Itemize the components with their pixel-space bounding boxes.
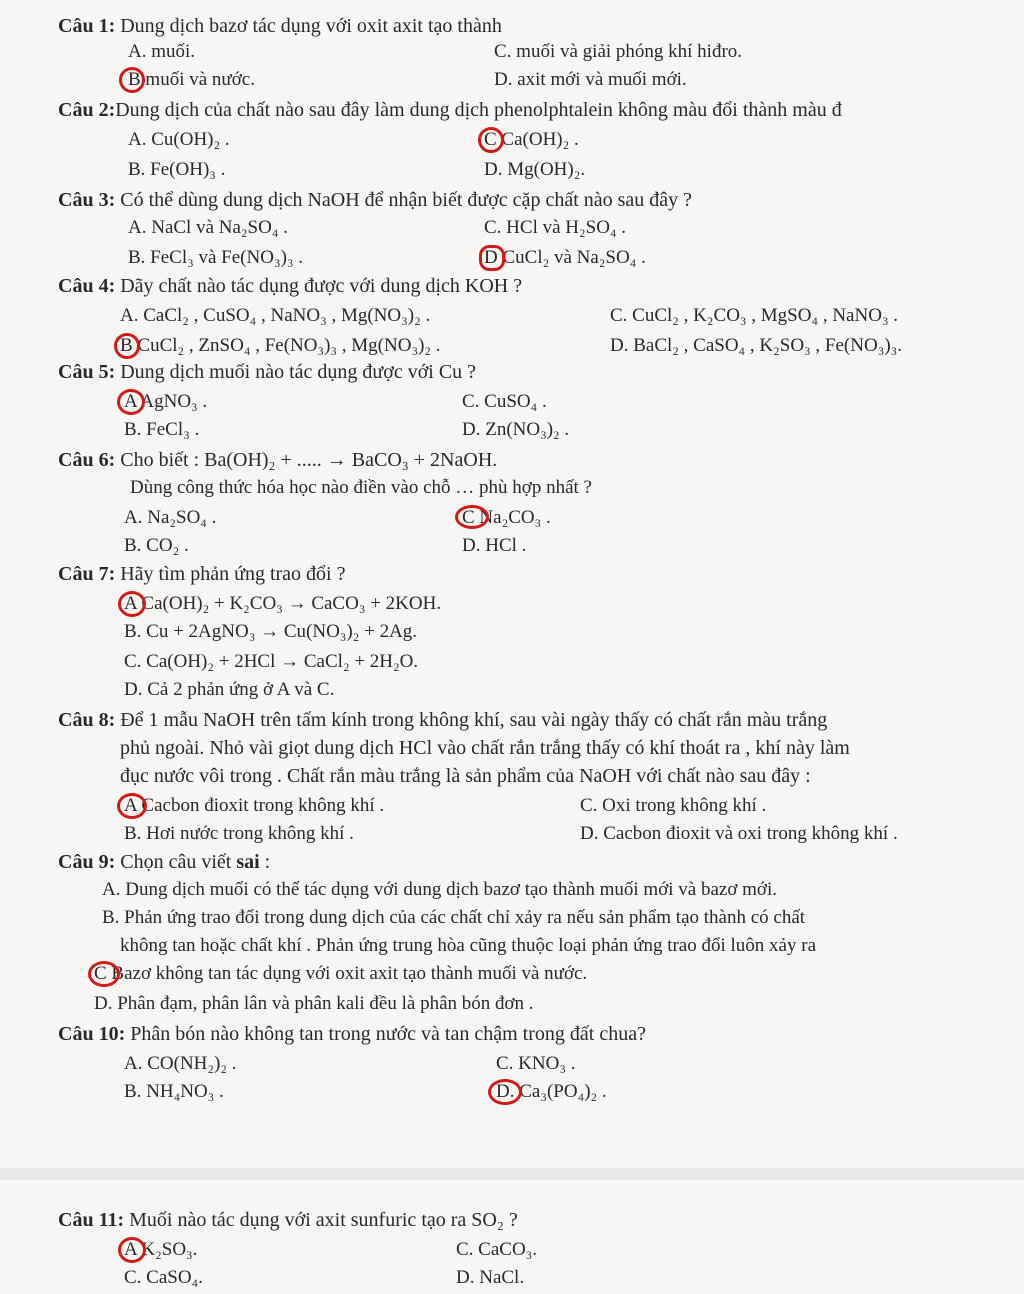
question-label: Câu 11:: [58, 1209, 125, 1231]
question-8: [58, 708, 827, 732]
q7-option-b[interactable]: B. Cu + 2AgNO₃ → Cu(NO₃)₂ + 2Ag.: [124, 621, 418, 642]
answer-mark-circle: [117, 793, 147, 819]
question-label: Câu 10:: [58, 1023, 126, 1045]
question-8-line-2: phủ ngoài. Nhỏ vài giọt dung dịch HCl vào chất rắn trắng thấy có khí thoát ra , khí này làm: [120, 737, 850, 759]
q6-option-d[interactable]: D. HCl .: [462, 535, 527, 556]
answer-mark-circle: [114, 333, 140, 359]
question-text: Cho biết : Ba(OH)₂ + ..... → BaCO₃ + 2NaOH.: [115, 449, 498, 471]
question-label: Câu 7:: [58, 563, 116, 585]
answer-mark-circle: [117, 389, 145, 415]
q4-option-d[interactable]: D. BaCl₂ , CaSO₄ , K₂SO₃ , Fe(NO₃)₃.: [610, 335, 903, 356]
question-text: Phân bón nào không tan trong nước và tan chậm trong đất chua?: [125, 1023, 646, 1045]
q6-option-c[interactable]: C Na₂CO₃ .: [462, 507, 551, 528]
q5-option-b[interactable]: B. FeCl₃ .: [124, 419, 200, 440]
question-label: Câu 4:: [58, 275, 116, 297]
question-11: [58, 1208, 518, 1232]
q11-option-a[interactable]: A K₂SO₃.: [124, 1239, 198, 1260]
worksheet-page-2: [0, 1180, 1024, 1294]
q9-option-c[interactable]: C Bazơ không tan tác dụng với oxit axit tạo thành muối và nước.: [94, 963, 588, 984]
answer-mark-circle: [479, 245, 505, 271]
q6-option-b[interactable]: B. CO₂ .: [124, 535, 189, 556]
question-label: Câu 1:: [58, 15, 116, 37]
question-text: Muối nào tác dụng với axit sunfuric tạo ra SO₂ ?: [124, 1209, 518, 1231]
question-4: [58, 274, 522, 298]
q8-option-d[interactable]: D. Cacbon đioxit và oxi trong không khí .: [580, 823, 898, 844]
q3-option-a[interactable]: A. NaCl và Na₂SO₄ .: [128, 217, 288, 238]
answer-mark-circle: [88, 961, 120, 987]
q1-option-d[interactable]: D. axit mới và muối mới.: [494, 69, 687, 90]
question-9: [58, 850, 270, 874]
q2-option-d[interactable]: D. Mg(OH)₂.: [484, 159, 586, 180]
q6-instruction: Dùng công thức hóa học nào điền vào chỗ … phù hợp nhất ?: [130, 477, 592, 498]
q1-option-b[interactable]: B muối và nước.: [128, 69, 255, 90]
q8-option-a[interactable]: A Cacbon đioxit trong không khí .: [124, 795, 385, 816]
q1-option-a[interactable]: A. muối.: [128, 41, 196, 62]
q7-option-d[interactable]: D. Cả 2 phản ứng ở A và C.: [124, 679, 335, 700]
question-text: Để 1 mẫu NaOH trên tấm kính trong không khí, sau vài ngày thấy có chất rắn màu trắng: [115, 709, 828, 731]
q9-option-a[interactable]: A. Dung dịch muối có thể tác dụng với dung dịch bazơ tạo thành muối mới và bazơ mới.: [102, 879, 777, 900]
q2-option-b[interactable]: B. Fe(OH)₃ .: [128, 159, 226, 180]
answer-mark-circle: [478, 127, 504, 153]
question-text: Dung dịch bazơ tác dụng với oxit axit tạo thành: [115, 15, 502, 37]
q11-option-b[interactable]: C. CaSO₄.: [124, 1267, 203, 1288]
q5-option-d[interactable]: D. Zn(NO₃)₂ .: [462, 419, 570, 440]
q1-option-c[interactable]: C. muối và giải phóng khí hiđro.: [494, 41, 743, 62]
question-text: Hãy tìm phản ứng trao đổi ?: [115, 563, 346, 585]
answer-mark-circle: [118, 591, 146, 617]
q9-option-b[interactable]: B. Phản ứng trao đổi trong dung dịch của các chất chỉ xảy ra nếu sản phẩm tạo thành có chất: [102, 907, 806, 928]
question-label: Câu 3:: [58, 189, 116, 211]
q8-option-b[interactable]: B. Hơi nước trong không khí .: [124, 823, 354, 844]
q4-option-a[interactable]: A. CaCl₂ , CuSO₄ , NaNO₃ , Mg(NO₃)₂ .: [120, 305, 431, 326]
question-10: [58, 1022, 646, 1046]
question-text: Có thể dùng dung dịch NaOH để nhận biết được cặp chất nào sau đây ?: [115, 189, 693, 211]
question-text: Chọn câu viết: [115, 851, 237, 873]
question-2: [58, 98, 842, 122]
question-emphasis: sai: [236, 851, 260, 873]
question-6: [58, 448, 497, 472]
answer-mark-circle: [455, 505, 489, 529]
question-3: [58, 188, 692, 212]
answer-mark-circle: [119, 67, 145, 93]
question-label: Câu 9:: [58, 851, 116, 873]
q9-option-d[interactable]: D. Phân đạm, phân lân và phân kali đều là phân bón đơn .: [94, 993, 534, 1014]
q11-option-c[interactable]: C. CaCO₃.: [456, 1239, 538, 1260]
answer-mark-circle: [488, 1079, 522, 1105]
question-8-line-3: đục nước vôi trong . Chất rắn màu trắng là sản phẩm của NaOH với chất nào sau đây :: [120, 765, 811, 787]
question-text: Dung dịch muối nào tác dụng được với Cu ?: [115, 361, 477, 383]
q11-option-d[interactable]: D. NaCl.: [456, 1267, 525, 1288]
question-label: Câu 2:: [58, 99, 116, 121]
q3-option-d[interactable]: D CuCl₂ và Na₂SO₄ .: [484, 247, 646, 268]
q7-option-a[interactable]: A Ca(OH)₂ + K₂CO₃ → CaCO₃ + 2KOH.: [124, 593, 442, 614]
q4-option-b[interactable]: B CuCl₂ , ZnSO₄ , Fe(NO₃)₃ , Mg(NO₃)₂ .: [120, 335, 441, 356]
question-text: Dãy chất nào tác dụng được với dung dịch KOH ?: [115, 275, 523, 297]
q10-option-d[interactable]: D. Ca₃(PO₄)₂ .: [496, 1081, 607, 1102]
q10-option-c[interactable]: C. KNO₃ .: [496, 1053, 576, 1074]
question-1: [58, 14, 502, 38]
q6-option-a[interactable]: A. Na₂SO₄ .: [124, 507, 217, 528]
q9-option-b-continued: không tan hoặc chất khí . Phản ứng trung hòa cũng thuộc loại phản ứng trao đổi luôn xảy ra: [120, 935, 816, 956]
q4-option-c[interactable]: C. CuCl₂ , K₂CO₃ , MgSO₄ , NaNO₃ .: [610, 305, 899, 326]
q3-option-c[interactable]: C. HCl và H₂SO₄ .: [484, 217, 627, 238]
q5-option-a[interactable]: A AgNO₃ .: [124, 391, 208, 412]
q3-option-b[interactable]: B. FeCl₃ và Fe(NO₃)₃ .: [128, 247, 304, 268]
question-text-end: :: [259, 851, 271, 873]
q2-option-a[interactable]: A. Cu(OH)₂ .: [128, 129, 230, 150]
q5-option-c[interactable]: C. CuSO₄ .: [462, 391, 547, 412]
question-label: Câu 5:: [58, 361, 116, 383]
question-label: Câu 8:: [58, 709, 116, 731]
q10-option-a[interactable]: A. CO(NH₂)₂ .: [124, 1053, 237, 1074]
answer-mark-circle: [118, 1237, 146, 1263]
question-text: Dung dịch của chất nào sau đây làm dung dịch phenolphtalein không màu đổi thành màu đ: [115, 99, 842, 121]
question-label: Câu 6:: [58, 449, 116, 471]
question-5: [58, 360, 476, 384]
q10-option-b[interactable]: B. NH₄NO₃ .: [124, 1081, 224, 1102]
q7-option-c[interactable]: C. Ca(OH)₂ + 2HCl → CaCl₂ + 2H₂O.: [124, 651, 419, 672]
q8-option-c[interactable]: C. Oxi trong không khí .: [580, 795, 767, 816]
q2-option-c[interactable]: C Ca(OH)₂ .: [484, 129, 579, 150]
question-7: [58, 562, 345, 586]
